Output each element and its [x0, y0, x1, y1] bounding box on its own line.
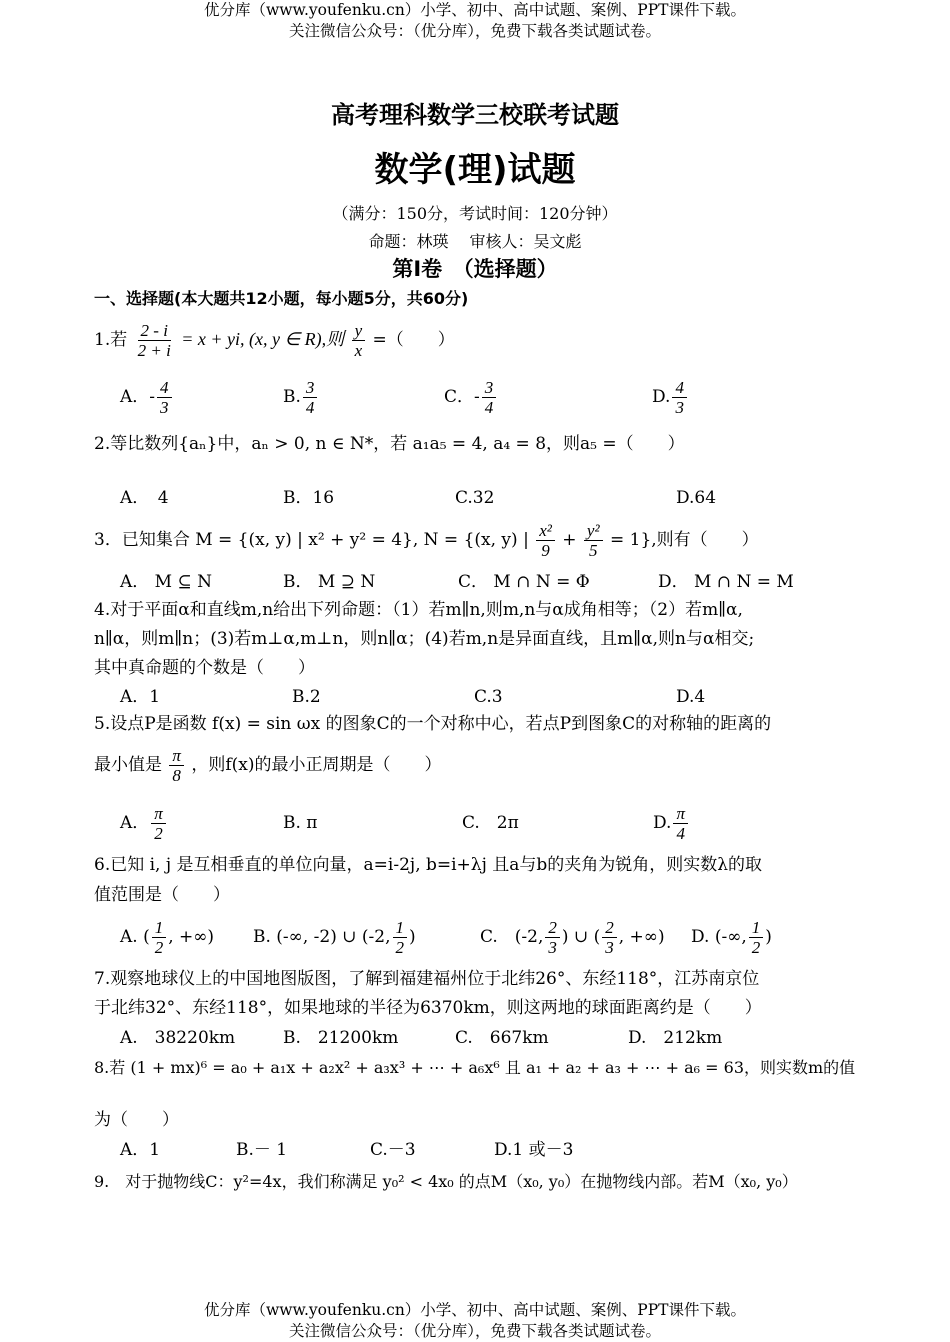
q6-option-b: B. (-∞, -2) ∪ (-2, $\frac{1}{2}$ ) [253, 918, 416, 957]
q3-option-d: D． M ∩ N = M [658, 572, 794, 592]
q1-mid: = x + yi, (x, y ∈ R),则 [181, 329, 345, 349]
footer-line-2: 关注微信公众号：（优分库），免费下载各类试题试卷。 [288, 1322, 661, 1340]
q5-option-a: A． $\frac{\pi}{2}$ [120, 802, 168, 844]
exam-subtitle: 数学(理)试题 [374, 150, 576, 190]
q1-option-a: A．- $\frac{4}{3}$ [120, 376, 174, 418]
q1-fraction-1: $\frac{2 - i}{2 + i}$ [137, 321, 171, 360]
q1-option-c: C．- $\frac{3}{4}$ [444, 376, 498, 418]
q7-option-b: B. 21200km [283, 1028, 399, 1048]
header-line-1: 优分库（www.youfenku.cn）小学、初中、高中试题、案例、PPT课件下载。 [203, 1, 747, 19]
exam-title: 高考理科数学三校联考试题 [331, 101, 619, 129]
q8-option-d: D.1 或－3 [494, 1140, 574, 1160]
question-7-line-2: 于北纬32°、东经118°，如果地球的半径为6370km，则这两地的球面距离约是（ ） [94, 998, 762, 1018]
q3-option-a: A． M ⊆ N [120, 572, 213, 592]
q2-option-d: D.64 [676, 488, 717, 508]
q5-option-c: C. 2π [462, 813, 519, 833]
q3-option-c: C． M ∩ N = Φ [458, 572, 590, 592]
q3-fraction-x: $\frac{\text{x²}}{9}$ [536, 521, 555, 560]
q3-fraction-y: $\frac{\text{y²}}{5}$ [584, 521, 603, 560]
question-5-line-1: 5.设点P是函数 f(x) = sin ωx 的图象C的一个对称中心，若点P到图象C的对称轴的距离的 [94, 714, 772, 734]
q5-line2-lead: 最小值是 [94, 755, 162, 775]
question-1 [94, 318, 455, 361]
q6-option-c: C. (-2, $\frac{2}{3}$ ) ∪ ( $\frac{2}{3}$ , +∞) [480, 918, 665, 957]
q3-tail: = 1},则有（ ） [609, 530, 759, 550]
question-4-line-3: 其中真命题的个数是（ ） [94, 658, 315, 678]
header-line-2: 关注微信公众号：（优分库），免费下载各类试题试卷。 [288, 22, 661, 40]
q3-option-b: B． M ⊇ N [283, 572, 376, 592]
q4-option-b: B.2 [292, 687, 321, 707]
q8-option-c: C.－3 [370, 1140, 416, 1160]
q2-option-c: C.32 [455, 488, 495, 508]
part-heading: 第Ⅰ卷 （选择题） [392, 257, 558, 281]
page-footer [0, 1300, 950, 1342]
footer-line-1: 优分库（www.youfenku.cn）小学、初中、高中试题、案例、PPT课件下载。 [203, 1301, 747, 1319]
q5-option-b: B. π [283, 813, 318, 833]
section-heading: 一、选择题(本大题共12小题，每小题5分，共60分) [94, 289, 469, 308]
question-9-line-1: 9. 对于抛物线C：y²=4x，我们称满足 y₀² < 4x₀ 的点M（x₀, y₀）在抛物线内部。若M（x₀, y₀） [94, 1172, 798, 1191]
question-8-line-2: 为（ ） [94, 1110, 179, 1130]
question-6-line-1: 6.已知 i, j 是互相垂直的单位向量，a=i-2j, b=i+λj 且a与b的夹角为锐角，则实数λ的取 [94, 855, 763, 875]
q4-option-d: D.4 [676, 687, 706, 707]
q4-option-a: A．1 [120, 687, 161, 707]
q1-tail: =（ ） [372, 330, 455, 350]
q8-option-a: A．1 [120, 1140, 161, 1160]
q5-fraction: $\frac{\pi}{8}$ [169, 746, 184, 785]
q1-option-d: D. $\frac{4}{3}$ [652, 376, 689, 418]
question-4-line-2: n∥α，则m∥n；(3)若m⊥α,m⊥n，则n∥α；(4)若m,n是异面直线，且m∥α,则n与α相交; [94, 629, 755, 649]
question-7-line-1: 7.观察地球仪上的中国地图版图，了解到福建福州位于北纬26°、东经118°，江苏南京位 [94, 969, 760, 989]
q2-option-a: A． 4 [120, 488, 169, 508]
q5-option-d: D. $\frac{\pi}{4}$ [653, 802, 690, 844]
q1-lead: 1.若 [94, 330, 128, 350]
q1-fraction-2: $\frac{y}{x}$ [352, 321, 366, 360]
question-8-line-1: 8.若 (1 + mx)⁶ = a₀ + a₁x + a₂x² + a₃x³ + ⋯ + a₆x⁶ 且 a₁ + a₂ + a₃ + ⋯ + a₆ = 63，则实数m的值 [94, 1058, 856, 1077]
q1-option-b: B. $\frac{3}{4}$ [283, 376, 319, 418]
question-5-line-2 [94, 744, 442, 786]
q3-lead: 3．已知集合 M = {(x, y) | x² + y² = 4}, N = {(x, y) | [94, 530, 529, 550]
question-2: 2.等比数列{aₙ}中，aₙ > 0, n ∈ N*，若 a₁a₅ = 4, a₄ = 8，则a₅ =（ ） [94, 434, 685, 454]
q8-option-b: B.－ 1 [236, 1140, 288, 1160]
page-header [0, 0, 950, 42]
q7-option-d: D. 212km [628, 1028, 723, 1048]
q6-option-d: D. (-∞, $\frac{1}{2}$ ) [691, 918, 772, 957]
exam-authors: 命题：林瑛 审核人：吴文彪 [368, 232, 582, 251]
q6-option-a: A. ( $\frac{1}{2}$ , +∞) [120, 918, 215, 957]
exam-info: （满分：150分，考试时间：120分钟） [332, 204, 618, 223]
q2-option-b: B．16 [283, 488, 335, 508]
question-6-line-2: 值范围是（ ） [94, 885, 230, 905]
q5-line2-tail: ，则f(x)的最小正周期是（ ） [191, 755, 442, 775]
q7-option-a: A. 38220km [120, 1028, 236, 1048]
q7-option-c: C. 667km [455, 1028, 549, 1048]
question-4-line-1: 4.对于平面α和直线m,n给出下列命题：（1）若m∥n,则m,n与α成角相等；（2）若m∥α, [94, 600, 743, 620]
q4-option-c: C.3 [474, 687, 503, 707]
question-3: 3．已知集合 M = {(x, y) | x² + y² = 4}, N = {(x, y) | $\frac{\text{x²}}{9}$ + $\frac{\text{y²}}{5}$ = 1},则有（ ） [94, 521, 759, 560]
